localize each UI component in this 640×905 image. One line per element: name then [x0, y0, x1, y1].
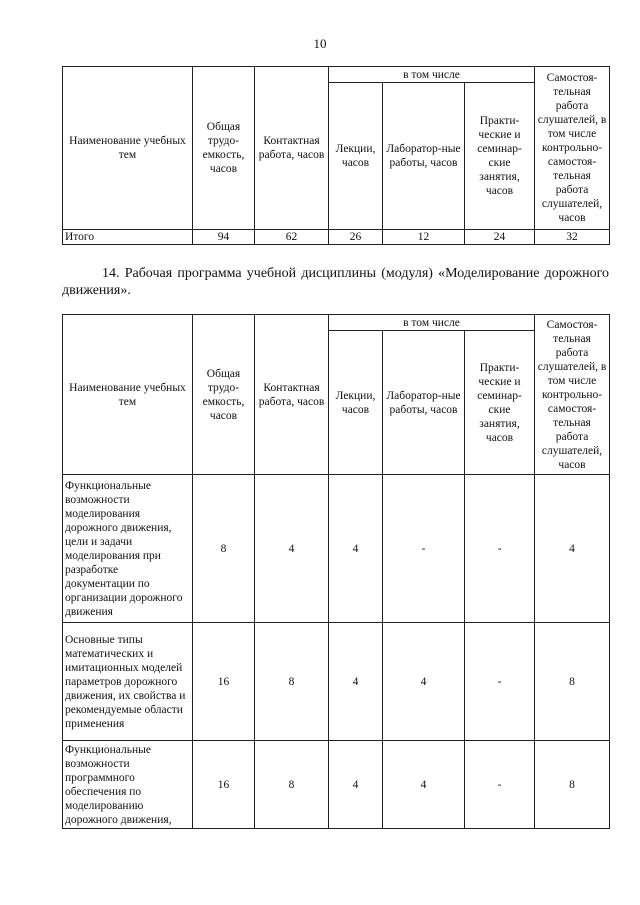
table-row [63, 741, 610, 829]
course-topics-table [62, 314, 610, 829]
header-labs: Лаборатор-ные работы, часов [383, 331, 465, 475]
cell-lectures: 26 [329, 230, 383, 245]
table-row [63, 475, 610, 623]
cell-practice: - [465, 623, 535, 741]
cell-contact: 8 [255, 741, 329, 829]
header-labs: Лаборатор-ные работы, часов [383, 83, 465, 230]
cell-contact: 4 [255, 475, 329, 623]
cell-lectures: 4 [329, 741, 383, 829]
header-topic: Наименование учебных тем [63, 315, 193, 475]
cell-topic: Итого [63, 230, 193, 245]
cell-contact: 62 [255, 230, 329, 245]
header-including: в том числе [329, 315, 535, 331]
cell-labs: 4 [383, 623, 465, 741]
cell-topic: Основные типы математических и имитационных моделей параметров дорожного движения, их свойства и рекомендуемые области применения [63, 623, 193, 741]
table-row [63, 230, 610, 245]
header-total: Общая трудо-емкость, часов [193, 315, 255, 475]
cell-self-study: 4 [535, 475, 610, 623]
header-practice: Практи-ческие и семинар-ские занятия, часов [465, 331, 535, 475]
cell-self-study: 8 [535, 741, 610, 829]
header-lectures: Лекции, часов [329, 331, 383, 475]
header-contact: Контактная работа, часов [255, 67, 329, 230]
cell-total: 94 [193, 230, 255, 245]
cell-contact: 8 [255, 623, 329, 741]
cell-labs: 4 [383, 741, 465, 829]
summary-table [62, 66, 610, 245]
cell-practice: 24 [465, 230, 535, 245]
cell-total: 8 [193, 475, 255, 623]
cell-total: 16 [193, 741, 255, 829]
cell-practice: - [465, 475, 535, 623]
cell-lectures: 4 [329, 475, 383, 623]
cell-lectures: 4 [329, 623, 383, 741]
cell-self-study: 32 [535, 230, 610, 245]
cell-topic: Функциональные возможности моделирования дорожного движения, цели и задачи моделирования при разработке документации по организации дорожного движения [63, 475, 193, 623]
page-number: 10 [313, 36, 327, 51]
header-total: Общая трудо-емкость, часов [193, 67, 255, 230]
section-heading: 14. Рабочая программа учебной дисциплины (модуля) «Моделирование дорожного движения». [62, 266, 609, 298]
header-self-study: Самостоя-тельная работа слушателей, в том числе контрольно-самостоя-тельная работа слушателей, часов [535, 315, 610, 475]
cell-practice: - [465, 741, 535, 829]
header-lectures: Лекции, часов [329, 83, 383, 230]
cell-total: 16 [193, 623, 255, 741]
table-row [63, 623, 610, 741]
cell-labs: - [383, 475, 465, 623]
header-practice: Практи-ческие и семинар-ские занятия, часов [465, 83, 535, 230]
header-including: в том числе [329, 67, 535, 83]
header-self-study: Самостоя-тельная работа слушателей, в том числе контрольно-самостоя-тельная работа слушателей, часов [535, 67, 610, 230]
cell-topic: Функциональные возможности программного обеспечения по моделированию дорожного движения, [63, 741, 193, 829]
cell-self-study: 8 [535, 623, 610, 741]
header-contact: Контактная работа, часов [255, 315, 329, 475]
cell-labs: 12 [383, 230, 465, 245]
header-topic: Наименование учебных тем [63, 67, 193, 230]
